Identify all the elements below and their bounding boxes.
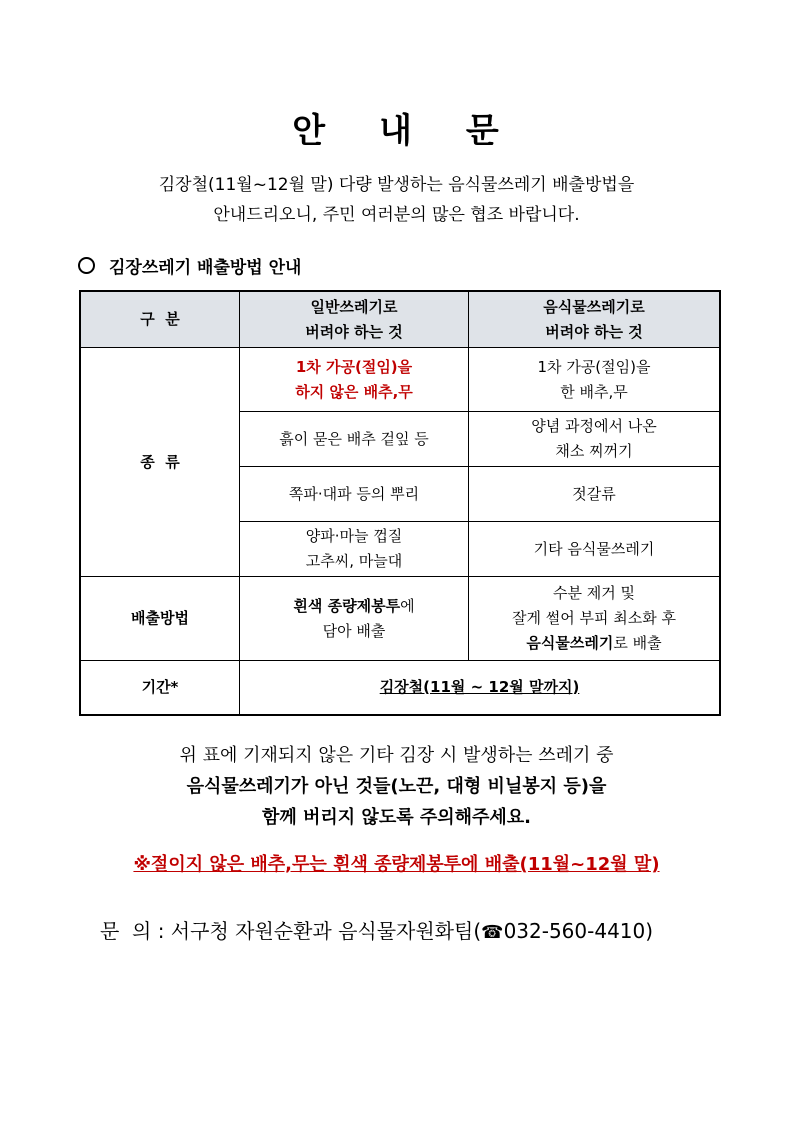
table-row	[80, 577, 720, 661]
notice-text	[0, 740, 793, 833]
food-cell: 1차 가공(절임)을 한 배추,무	[469, 348, 721, 412]
food-cell: 수분 제거 및 잘게 썰어 부피 최소화 후 음식물쓰레기로 배출	[469, 577, 721, 661]
header-general-waste: 일반쓰레기로 버려야 하는 것	[240, 291, 469, 348]
title-char: 안	[292, 111, 328, 151]
food-cell: 기타 음식물쓰레기	[469, 522, 721, 577]
phone-icon: ☎	[481, 922, 504, 943]
header-food-waste: 음식물쓰레기로 버려야 하는 것	[469, 291, 721, 348]
section-heading	[78, 253, 301, 278]
contact-prefix: 문 의 : 서구청 자원순환과 음식물자원화팀(	[100, 919, 482, 943]
section-title: 김장쓰레기 배출방법 안내	[109, 258, 302, 278]
note-line: 위 표에 기재되지 않은 기타 김장 시 발생하는 쓰레기 중	[179, 745, 614, 766]
table-row	[80, 661, 720, 715]
general-cell: 흰색 종량제봉투에 담아 배출	[240, 577, 469, 661]
contact-phone: 032-560-4410)	[503, 919, 654, 943]
food-cell: 젓갈류	[469, 467, 721, 522]
general-cell: 흙이 묻은 배추 겉잎 등	[240, 412, 469, 467]
general-cell: 1차 가공(절임)을 하지 않은 배추,무	[240, 348, 469, 412]
table-header-row	[80, 291, 720, 348]
note-line: 음식물쓰레기가 아닌 것들(노끈, 대형 비닐봉지 등)을	[186, 776, 607, 797]
types-label: 종 류	[80, 348, 240, 577]
warning-text: ※절이지 않은 배추,무는 흰색 종량제봉투에 배출(11월~12월 말)	[133, 854, 660, 875]
general-cell: 쪽파·대파 등의 뿌리	[240, 467, 469, 522]
title-char: 내	[379, 111, 414, 151]
circle-bullet-icon	[78, 257, 95, 274]
disposal-table	[79, 290, 721, 716]
contact-info	[100, 915, 653, 944]
intro-text	[0, 170, 793, 230]
food-cell: 양념 과정에서 나온 채소 찌꺼기	[469, 412, 721, 467]
header-category: 구 분	[80, 291, 240, 348]
period-label: 기간*	[80, 661, 240, 715]
disposal-label: 배출방법	[80, 577, 240, 661]
page-title	[0, 103, 793, 152]
period-value: 김장철(11월 ~ 12월 말까지)	[240, 661, 721, 715]
table-row	[80, 348, 720, 412]
general-cell: 양파·마늘 껍질 고추씨, 마늘대	[240, 522, 469, 577]
note-line: 함께 버리지 않도록 주의해주세요.	[261, 807, 532, 828]
title-char: 문	[465, 111, 501, 151]
intro-line: 안내드리오니, 주민 여러분의 많은 협조 바랍니다.	[213, 205, 580, 225]
intro-line: 김장철(11월~12월 말) 다량 발생하는 음식물쓰레기 배출방법을	[158, 175, 635, 195]
